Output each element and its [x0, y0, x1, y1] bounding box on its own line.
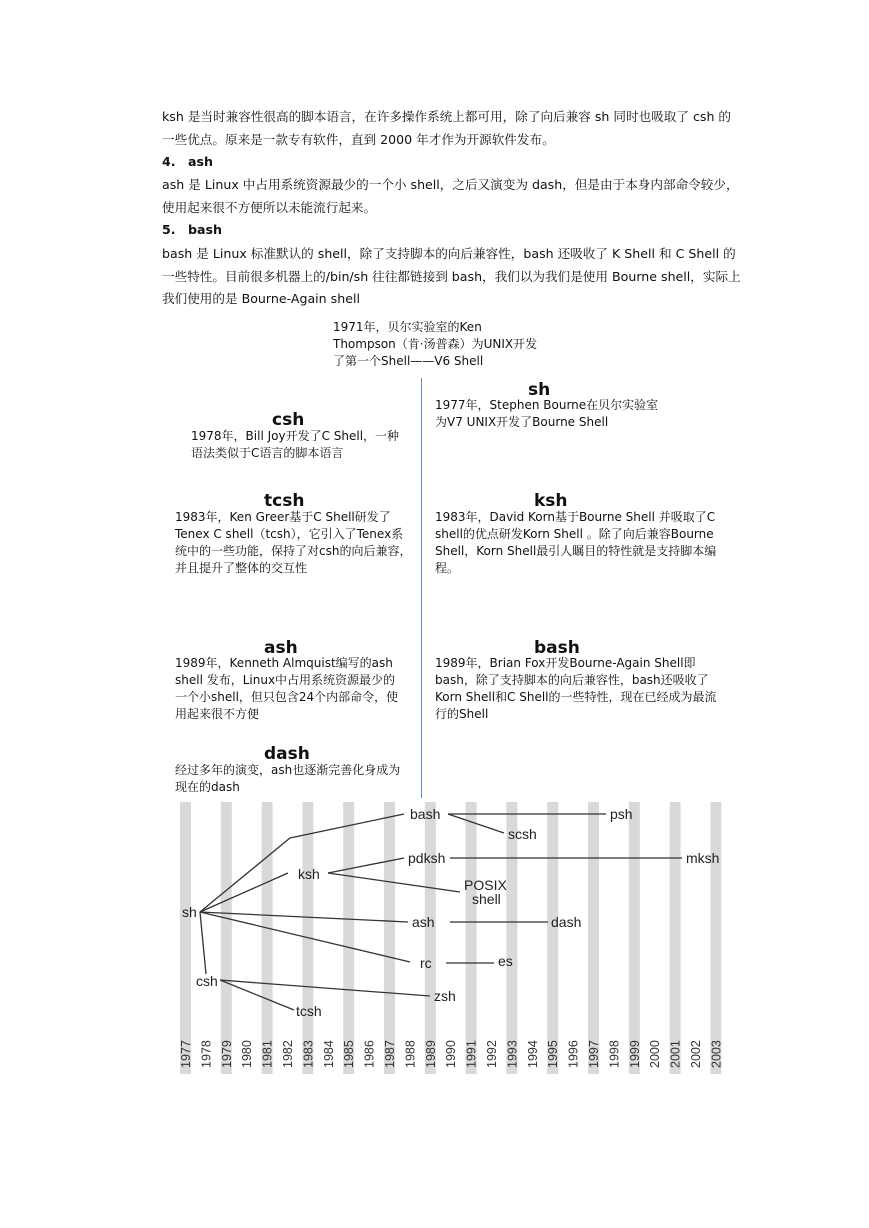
bash-note: 1989年，Brian Fox开发Bourne-Again Shell即bash，除了支持脚本的向后兼容性，bash还吸收了Korn Shell和C Shell的一些特性，现在已经成为最流行的Shell: [435, 656, 717, 721]
node-posix: POSIX: [464, 877, 507, 893]
year-label: 2002: [689, 1040, 703, 1068]
ash-heading-number: 4.: [162, 154, 176, 169]
csh-note: 1978年，Bill Joy开发了C Shell，一种语法类似于C语言的脚本语言: [191, 429, 400, 460]
year-label: 1977: [179, 1040, 193, 1068]
link-sh-ksh: [200, 873, 288, 912]
year-stripe: [546, 802, 561, 1074]
link-sh-csh: [200, 912, 206, 974]
year-label: 1981: [260, 1040, 275, 1068]
year-stripe: [425, 802, 436, 1074]
ash-description: ash 是 Linux 中占用系统资源最少的一个小 shell，之后又演变为 dash，但是由于本身内部命令较少，使用起来很不方便所以未能流行起来。: [162, 177, 739, 215]
origin-note: 1971年，贝尔实验室的Ken Thompson（肯·汤普森）为UNIX开发了第一个Shell——V6 Shell: [333, 320, 538, 368]
bash-description: bash 是 Linux 标准默认的 shell，除了支持脚本的向后兼容性，bash 还吸收了 K Shell 和 C Shell 的一些特性。目前很多机器上的/bin/sh 往往都链接到 bash，我们以为我们是使用 Bourne shell，实际上我们使用的是 Bourne-Again shell: [162, 246, 741, 306]
year-label: 2000: [648, 1040, 663, 1068]
year-stripe: [670, 802, 681, 1074]
year-label: 1984: [321, 1040, 336, 1068]
node-psh: psh: [610, 806, 633, 822]
year-label: 1985: [342, 1040, 357, 1068]
node-dash: dash: [551, 914, 582, 930]
node-csh: csh: [196, 973, 218, 989]
ash-heading-text: ash: [188, 154, 213, 169]
node-tcsh: tcsh: [296, 1003, 322, 1019]
year-stripe: [709, 802, 724, 1074]
year-stripe: [180, 802, 191, 1074]
node-mksh: mksh: [686, 850, 720, 866]
year-label: 2003: [709, 1040, 724, 1068]
year-label: 1992: [485, 1040, 499, 1068]
dash-title: dash: [264, 744, 310, 764]
ksh-title: ksh: [534, 491, 568, 511]
year-label: 1988: [403, 1040, 418, 1068]
node-zsh: zsh: [434, 988, 456, 1004]
tcsh-note: 1983年，Ken Greer基于C Shell研发了Tenex C shell（tcsh），它引入了Tenex系统中的一些功能，保持了对csh的向后兼容，并且提升了整体的交互性: [175, 510, 412, 575]
sh-title: sh: [528, 380, 551, 400]
ash-note: 1989年，Kenneth Almquist编写的ash shell 发布，Linux中占用系统资源最少的一个小shell，但只包含24个内部命令，使用起来很不方便: [175, 656, 399, 721]
dash-note: 经过多年的演变，ash也逐渐完善化身成为现在的dash: [175, 763, 401, 794]
link-csh-zsh: [220, 980, 430, 996]
ksh-note: 1983年，David Korn基于Bourne Shell 并吸取了C shell的优点研发Korn Shell 。除了向后兼容Bourne Shell，Korn Shell最引人瞩目的特性就是支持脚本编程。: [435, 510, 717, 575]
tcsh-title: tcsh: [264, 491, 305, 511]
year-stripe: [221, 802, 232, 1074]
ksh-description: ksh 是当时兼容性很高的脚本语言，在许多操作系统上都可用，除了向后兼容 sh 同时也吸取了 csh 的一些优点。原来是一款专有软件，直到 2000 年才作为开源软件发布。: [162, 109, 732, 147]
year-label: 1986: [362, 1040, 377, 1068]
shell-family-tree: [178, 800, 724, 1078]
year-label: 1989: [423, 1040, 438, 1068]
year-axis: [179, 1040, 723, 1068]
node-posix-shell: shell: [472, 891, 501, 907]
bash-heading-number: 5.: [162, 222, 176, 237]
sh-note: 1977年，Stephen Bourne在贝尔实验室为V7 UNIX开发了Bourne Shell: [435, 398, 659, 429]
year-label: 1991: [464, 1040, 479, 1068]
bash-heading: [162, 219, 222, 241]
year-label: 1978: [199, 1040, 214, 1068]
year-label: 1987: [383, 1040, 397, 1068]
year-stripe: [342, 802, 357, 1074]
year-stripe: [262, 802, 273, 1074]
ash-title: ash: [264, 638, 298, 658]
year-label: 1995: [546, 1040, 561, 1068]
node-scsh: scsh: [508, 826, 537, 842]
year-label: 1993: [505, 1040, 520, 1068]
year-stripe: [588, 802, 599, 1074]
node-rc: rc: [420, 955, 432, 971]
node-bash: bash: [410, 806, 441, 822]
ash-heading: [162, 151, 213, 173]
year-label: 1980: [240, 1040, 255, 1068]
year-stripes: [180, 802, 724, 1074]
year-label: 1983: [301, 1040, 316, 1068]
year-label: 1990: [444, 1040, 459, 1068]
year-label: 2001: [668, 1040, 683, 1068]
year-label: 1994: [525, 1040, 540, 1068]
year-stripe: [384, 802, 395, 1074]
year-label: 1999: [627, 1040, 642, 1068]
node-sh: sh: [182, 904, 197, 920]
year-stripe: [629, 802, 640, 1074]
year-label: 1982: [281, 1040, 295, 1068]
year-label: 1998: [607, 1040, 622, 1068]
year-label: 1997: [587, 1040, 601, 1068]
bash-heading-text: bash: [188, 222, 222, 237]
node-ash: ash: [412, 914, 435, 930]
node-ksh: ksh: [298, 866, 320, 882]
year-label: 1996: [566, 1040, 581, 1068]
node-pdksh: pdksh: [408, 850, 446, 866]
bash-title: bash: [534, 638, 580, 658]
csh-title: csh: [272, 410, 305, 430]
year-stripe: [466, 802, 477, 1074]
timeline-divider: [421, 378, 422, 798]
node-es: es: [498, 953, 513, 969]
year-label: 1979: [219, 1040, 234, 1068]
